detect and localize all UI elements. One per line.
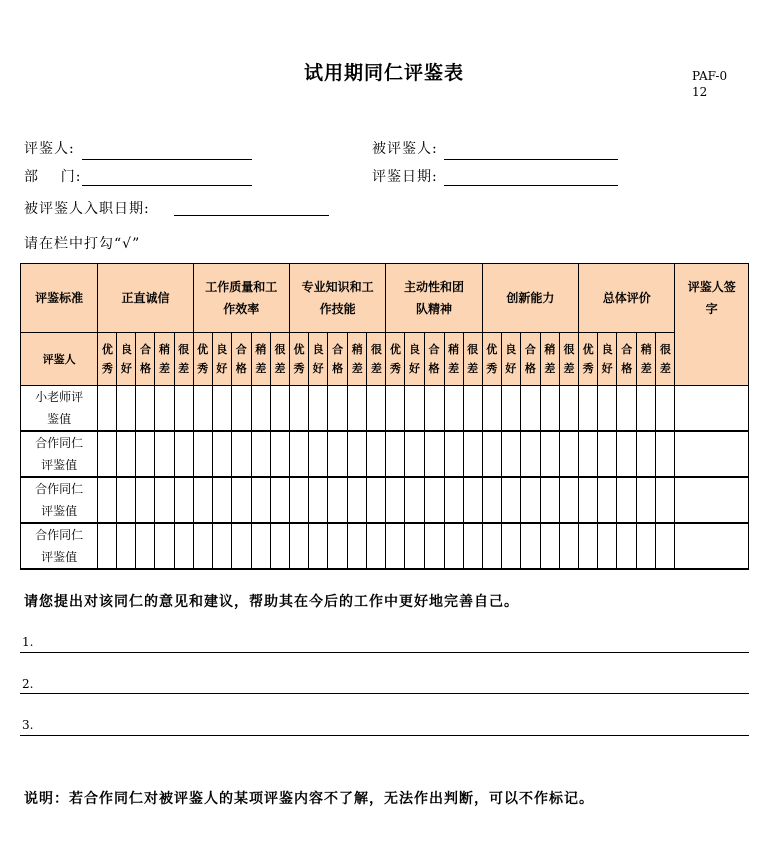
rating-label: 良好: [408, 343, 420, 375]
rating-label: 很差: [178, 343, 190, 375]
row-label: [21, 523, 98, 569]
rating-label: 良好: [216, 343, 228, 375]
category-integrity: 正直诚信: [98, 264, 193, 333]
row-label-text: 合作同仁评鉴值: [35, 528, 84, 564]
rating-cell[interactable]: [367, 477, 386, 523]
rating-cell[interactable]: [386, 523, 405, 569]
rating-excellent-4: [386, 333, 405, 386]
rating-cell[interactable]: [520, 431, 540, 477]
rating-cell[interactable]: [598, 477, 617, 523]
rating-very-poor-2: [270, 333, 289, 386]
rating-cell[interactable]: [444, 477, 463, 523]
rating-cell[interactable]: [579, 431, 598, 477]
rating-label: 很差: [563, 343, 575, 375]
rating-excellent-6: [579, 333, 598, 386]
footer-note: 说明：若合作同仁对被评鉴人的某项评鉴内容不了解，无法作出判断，可以不作标记。: [24, 791, 594, 807]
rating-cell[interactable]: [136, 477, 155, 523]
rating-cell[interactable]: [386, 431, 405, 477]
rating-cell[interactable]: [117, 477, 136, 523]
category-work-quality: [193, 264, 289, 333]
rating-cell[interactable]: [637, 523, 656, 569]
rating-cell[interactable]: [193, 431, 212, 477]
rating-pass-6: [617, 333, 637, 386]
rating-cell[interactable]: [348, 431, 367, 477]
evaluator-header: 评鉴人: [21, 333, 98, 386]
rating-label: 稍差: [544, 343, 556, 375]
rating-cell[interactable]: [559, 523, 578, 569]
rating-cell[interactable]: [501, 431, 520, 477]
rating-pass-5: [520, 333, 540, 386]
rating-cell[interactable]: [136, 523, 155, 569]
rating-cell[interactable]: [290, 523, 309, 569]
rating-cell[interactable]: [348, 477, 367, 523]
evaluatee-field[interactable]: [444, 158, 618, 160]
rating-cell[interactable]: [424, 431, 444, 477]
row-label-text: 小老师评鉴值: [35, 390, 84, 426]
rating-cell[interactable]: [637, 431, 656, 477]
rating-cell[interactable]: [405, 477, 424, 523]
rating-cell[interactable]: [231, 477, 251, 523]
rating-cell[interactable]: [328, 477, 348, 523]
row-label: [21, 477, 98, 523]
signature-cell[interactable]: [675, 523, 749, 569]
rating-excellent-5: [482, 333, 501, 386]
page-title: 试用期同仁评鉴表: [303, 62, 464, 84]
rating-poor-2: [251, 333, 270, 386]
rating-cell[interactable]: [617, 523, 637, 569]
eval-date-field[interactable]: [444, 184, 618, 186]
rating-cell[interactable]: [482, 386, 501, 432]
rating-label: 很差: [370, 343, 382, 375]
rating-cell[interactable]: [212, 523, 231, 569]
rating-cell[interactable]: [579, 523, 598, 569]
rating-cell[interactable]: [463, 477, 482, 523]
row-label: [21, 431, 98, 477]
row-label-text: 合作同仁评鉴值: [35, 436, 84, 472]
rating-cell[interactable]: [656, 523, 675, 569]
rating-very-poor-1: [174, 333, 193, 386]
rating-cell[interactable]: [559, 477, 578, 523]
rating-cell[interactable]: [424, 386, 444, 432]
row-label-text: 合作同仁评鉴值: [35, 482, 84, 518]
rating-label: 合格: [621, 343, 633, 375]
rating-cell[interactable]: [598, 431, 617, 477]
rating-poor-6: [637, 333, 656, 386]
rating-cell[interactable]: [579, 477, 598, 523]
category-professional-skill-text: 专业知识和工作技能: [301, 280, 374, 316]
evaluatee-label: 被评鉴人:: [372, 141, 438, 157]
table-row: [21, 523, 749, 569]
rating-cell[interactable]: [463, 386, 482, 432]
rating-cell[interactable]: [656, 477, 675, 523]
rating-cell[interactable]: [309, 386, 328, 432]
rating-cell[interactable]: [290, 431, 309, 477]
rating-cell[interactable]: [231, 431, 251, 477]
rating-label: 良好: [505, 343, 517, 375]
suggestion-line-2[interactable]: [20, 692, 749, 694]
rating-cell[interactable]: [328, 523, 348, 569]
rating-cell[interactable]: [155, 431, 174, 477]
rating-cell[interactable]: [212, 477, 231, 523]
rating-pass-2: [231, 333, 251, 386]
rating-good-5: [501, 333, 520, 386]
rating-label: 优秀: [582, 343, 594, 375]
rating-label: 合格: [332, 343, 344, 375]
rating-cell[interactable]: [290, 386, 309, 432]
rating-cell[interactable]: [367, 523, 386, 569]
rating-cell[interactable]: [501, 477, 520, 523]
rating-cell[interactable]: [117, 523, 136, 569]
rating-cell[interactable]: [463, 523, 482, 569]
rating-cell[interactable]: [598, 386, 617, 432]
rating-cell[interactable]: [98, 523, 117, 569]
category-initiative-teamwork: [386, 264, 482, 333]
rating-cell[interactable]: [98, 386, 117, 432]
rating-label: 良好: [601, 343, 613, 375]
rating-cell[interactable]: [290, 477, 309, 523]
rating-label: 良好: [312, 343, 324, 375]
rating-cell[interactable]: [155, 477, 174, 523]
rating-cell[interactable]: [386, 477, 405, 523]
rating-label: 稍差: [640, 343, 652, 375]
rating-cell[interactable]: [579, 386, 598, 432]
rating-label: 优秀: [486, 343, 498, 375]
rating-cell[interactable]: [98, 431, 117, 477]
category-overall: 总体评价: [579, 264, 675, 333]
rating-label: 很差: [467, 343, 479, 375]
rating-good-4: [405, 333, 424, 386]
rating-cell[interactable]: [136, 386, 155, 432]
rating-cell[interactable]: [98, 477, 117, 523]
rating-cell[interactable]: [251, 386, 270, 432]
rating-cell[interactable]: [309, 431, 328, 477]
rating-cell[interactable]: [598, 523, 617, 569]
rating-cell[interactable]: [540, 477, 559, 523]
rating-cell[interactable]: [328, 386, 348, 432]
rating-very-poor-5: [559, 333, 578, 386]
rating-cell[interactable]: [231, 386, 251, 432]
rating-poor-5: [540, 333, 559, 386]
signature-cell[interactable]: [675, 477, 749, 523]
rating-cell[interactable]: [251, 431, 270, 477]
rating-cell[interactable]: [367, 431, 386, 477]
rating-excellent-3: [290, 333, 309, 386]
evaluator-label: 评鉴人:: [24, 141, 75, 157]
category-innovation: 创新能力: [482, 264, 578, 333]
rating-cell[interactable]: [424, 523, 444, 569]
rating-cell[interactable]: [270, 523, 289, 569]
rating-good-6: [598, 333, 617, 386]
rating-cell[interactable]: [193, 477, 212, 523]
rating-cell[interactable]: [136, 431, 155, 477]
rating-excellent-1: [98, 333, 117, 386]
rating-label: 合格: [139, 343, 151, 375]
rating-label: 良好: [120, 343, 132, 375]
signature-cell[interactable]: [675, 431, 749, 477]
rating-label: 优秀: [389, 343, 401, 375]
rating-label: 优秀: [101, 343, 113, 375]
rating-cell[interactable]: [482, 523, 501, 569]
table-row: [21, 431, 749, 477]
row-label: [21, 386, 98, 432]
category-professional-skill: [290, 264, 386, 333]
rating-cell[interactable]: [270, 477, 289, 523]
suggestion-line-3[interactable]: [20, 734, 749, 736]
rating-good-2: [212, 333, 231, 386]
rating-cell[interactable]: [520, 386, 540, 432]
rating-cell[interactable]: [155, 386, 174, 432]
rating-cell[interactable]: [348, 386, 367, 432]
department-field[interactable]: [82, 184, 252, 186]
rating-cell[interactable]: [212, 386, 231, 432]
table-row: [21, 477, 749, 523]
rating-cell[interactable]: [117, 386, 136, 432]
rating-poor-3: [348, 333, 367, 386]
rating-poor-1: [155, 333, 174, 386]
rating-cell[interactable]: [117, 431, 136, 477]
rating-cell[interactable]: [405, 523, 424, 569]
rating-cell[interactable]: [637, 477, 656, 523]
rating-label: 稍差: [159, 343, 170, 375]
signature-header-text: 评鉴人签字: [687, 280, 736, 316]
rating-cell[interactable]: [405, 386, 424, 432]
rating-cell[interactable]: [424, 477, 444, 523]
rating-very-poor-6: [656, 333, 675, 386]
form-code: PAF-012: [692, 69, 728, 99]
suggestion-number-2: 2.: [22, 677, 34, 691]
rating-excellent-2: [193, 333, 212, 386]
rating-cell[interactable]: [540, 386, 559, 432]
rating-cell[interactable]: [193, 386, 212, 432]
rating-good-3: [309, 333, 328, 386]
rating-cell[interactable]: [270, 386, 289, 432]
rating-label: 很差: [274, 343, 286, 375]
rating-cell[interactable]: [309, 477, 328, 523]
rating-cell[interactable]: [386, 386, 405, 432]
suggestion-prompt: 请您提出对该同仁的意见和建议，帮助其在今后的工作中更好地完善自己。: [24, 594, 519, 610]
rating-cell[interactable]: [617, 386, 637, 432]
rating-cell[interactable]: [212, 431, 231, 477]
suggestion-line-1[interactable]: [20, 651, 749, 653]
rating-cell[interactable]: [367, 386, 386, 432]
rating-cell[interactable]: [559, 386, 578, 432]
rating-cell[interactable]: [328, 431, 348, 477]
rating-pass-4: [424, 333, 444, 386]
department-label: 部 门:: [24, 169, 82, 185]
hire-date-field[interactable]: [174, 214, 329, 216]
rating-cell[interactable]: [540, 523, 559, 569]
rating-good-1: [117, 333, 136, 386]
rating-cell[interactable]: [174, 386, 193, 432]
rating-label: 优秀: [197, 343, 209, 375]
instruction-text: 请在栏中打勾“√”: [24, 236, 141, 252]
rating-cell[interactable]: [251, 523, 270, 569]
rating-cell[interactable]: [482, 431, 501, 477]
rating-cell[interactable]: [444, 523, 463, 569]
rating-cell[interactable]: [348, 523, 367, 569]
evaluator-field[interactable]: [82, 158, 252, 160]
rating-cell[interactable]: [174, 523, 193, 569]
rating-cell[interactable]: [656, 386, 675, 432]
rating-cell[interactable]: [540, 431, 559, 477]
rating-cell[interactable]: [463, 431, 482, 477]
suggestion-number-3: 3.: [22, 718, 34, 732]
rating-cell[interactable]: [405, 431, 424, 477]
rating-cell[interactable]: [309, 523, 328, 569]
rating-cell[interactable]: [520, 477, 540, 523]
hire-date-label: 被评鉴人入职日期:: [24, 201, 150, 217]
rating-label: 优秀: [293, 343, 305, 375]
rating-cell[interactable]: [520, 523, 540, 569]
evaluation-table: [20, 263, 749, 570]
rating-label: 合格: [524, 343, 536, 375]
rating-cell[interactable]: [174, 477, 193, 523]
rating-pass-3: [328, 333, 348, 386]
rating-cell[interactable]: [155, 523, 174, 569]
rating-cell[interactable]: [270, 431, 289, 477]
rating-pass-1: [136, 333, 155, 386]
rating-cell[interactable]: [501, 386, 520, 432]
rating-label: 合格: [235, 343, 247, 375]
rating-cell[interactable]: [501, 523, 520, 569]
category-work-quality-text: 工作质量和工作效率: [205, 280, 278, 316]
rating-cell[interactable]: [559, 431, 578, 477]
rating-cell[interactable]: [251, 477, 270, 523]
signature-header: [675, 264, 749, 386]
rating-label: 稍差: [448, 343, 460, 375]
table-row: [21, 386, 749, 432]
criteria-header: 评鉴标准: [21, 264, 98, 333]
eval-date-label: 评鉴日期:: [372, 169, 438, 185]
category-initiative-teamwork-text: 主动性和团队精神: [404, 280, 465, 316]
rating-cell[interactable]: [617, 477, 637, 523]
rating-cell[interactable]: [637, 386, 656, 432]
rating-cell[interactable]: [617, 431, 637, 477]
rating-very-poor-4: [463, 333, 482, 386]
rating-poor-4: [444, 333, 463, 386]
signature-cell[interactable]: [675, 386, 749, 432]
rating-very-poor-3: [367, 333, 386, 386]
rating-label: 很差: [659, 343, 671, 375]
rating-cell[interactable]: [482, 477, 501, 523]
rating-label: 稍差: [255, 343, 267, 375]
rating-cell[interactable]: [444, 386, 463, 432]
rating-cell[interactable]: [656, 431, 675, 477]
rating-label: 稍差: [351, 343, 363, 375]
rating-cell[interactable]: [193, 523, 212, 569]
rating-cell[interactable]: [444, 431, 463, 477]
rating-label: 合格: [428, 343, 440, 375]
suggestion-number-1: 1.: [22, 635, 34, 649]
rating-cell[interactable]: [231, 523, 251, 569]
rating-cell[interactable]: [174, 431, 193, 477]
